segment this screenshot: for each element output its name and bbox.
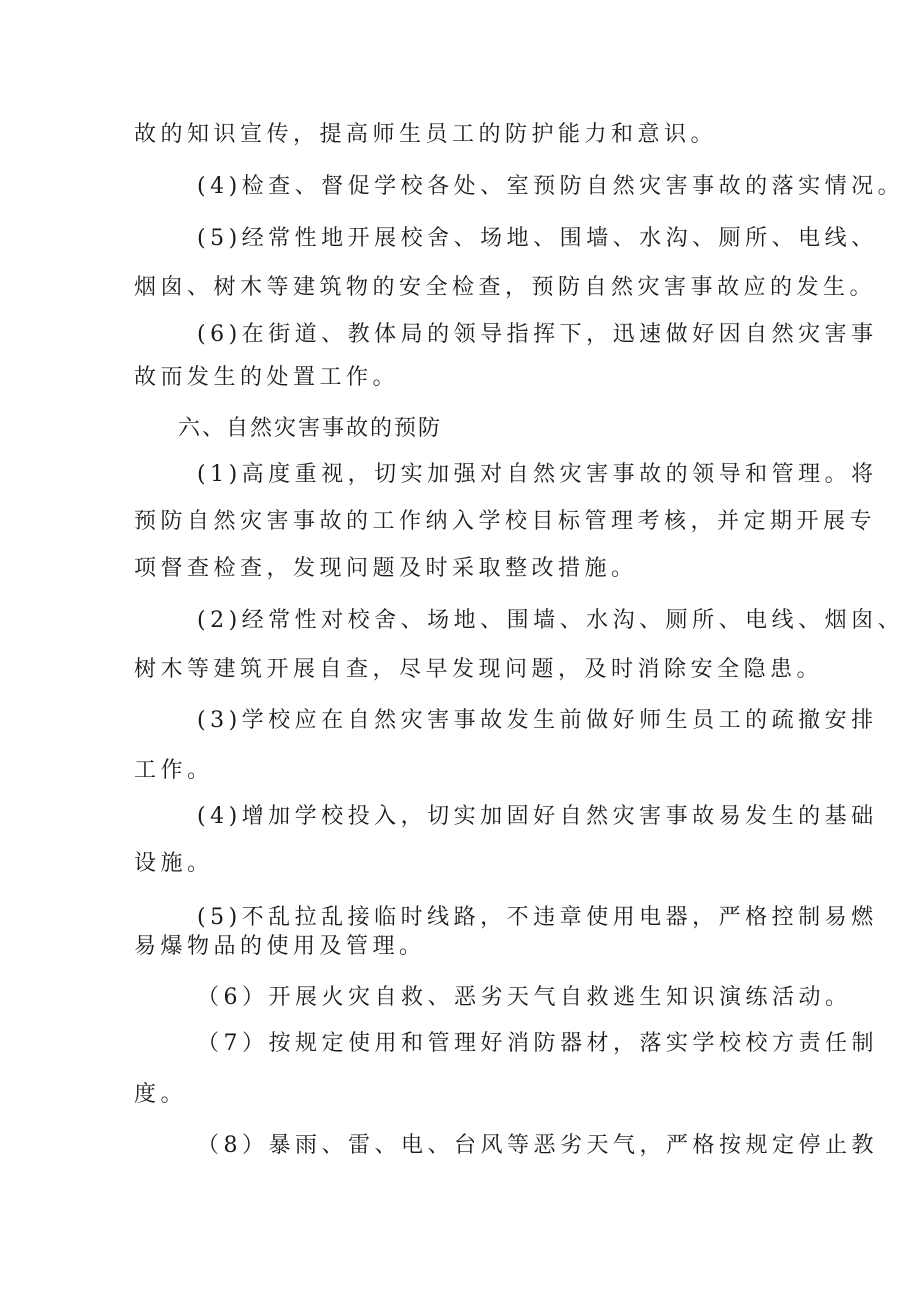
section-heading: 六、自然灾害事故的预防 xyxy=(178,416,443,441)
text-line: (4)检查、督促学校各处、室预防自然灾害事故的落实情况。 xyxy=(197,174,905,199)
text-line: （7）按规定使用和管理好消防器材，落实学校校方责任制 xyxy=(197,1031,878,1056)
text-line: 项督查检查，发现问题及时采取整改措施。 xyxy=(134,556,638,581)
text-line: （6）开展火灾自救、恶劣天气自救逃生知识演练活动。 xyxy=(197,985,852,1010)
text-line: (6)在街道、教体局的领导指挥下，迅速做好因自然灾害事 xyxy=(197,322,878,347)
text-line: (2)经常性对校舍、场地、围墙、水沟、厕所、电线、烟囱、 xyxy=(197,608,905,633)
text-line: 树木等建筑开展自查，尽早发现问题，及时消除安全隐患。 xyxy=(134,657,824,682)
text-line: 故而发生的处置工作。 xyxy=(134,365,400,390)
text-line: 故的知识宣传，提高师生员工的防护能力和意识。 xyxy=(134,122,718,147)
text-line: (3)学校应在自然灾害事故发生前做好师生员工的疏撤安排 xyxy=(197,708,878,733)
text-line: 工作。 xyxy=(134,758,214,783)
text-line: (5)不乱拉乱接临时线路，不违章使用电器，严格控制易燃 xyxy=(197,905,878,930)
text-line: 设施。 xyxy=(134,851,214,876)
text-line: （8）暴雨、雷、电、台风等恶劣天气，严格按规定停止教 xyxy=(197,1133,878,1158)
text-line: (5)经常性地开展校舍、场地、围墙、水沟、厕所、电线、 xyxy=(197,226,878,251)
text-line: 易爆物品的使用及管理。 xyxy=(134,934,426,959)
text-line: 预防自然灾害事故的工作纳入学校目标管理考核，并定期开展专 xyxy=(134,509,877,534)
text-line: 度。 xyxy=(134,1082,188,1107)
text-line: (1)高度重视，切实加强对自然灾害事故的领导和管理。将 xyxy=(197,462,878,487)
text-line: (4)增加学校投入，切实加固好自然灾害事故易发生的基础 xyxy=(197,804,878,829)
text-line: 烟囱、树木等建筑物的安全检查，预防自然灾害事故应的发生。 xyxy=(134,275,877,300)
